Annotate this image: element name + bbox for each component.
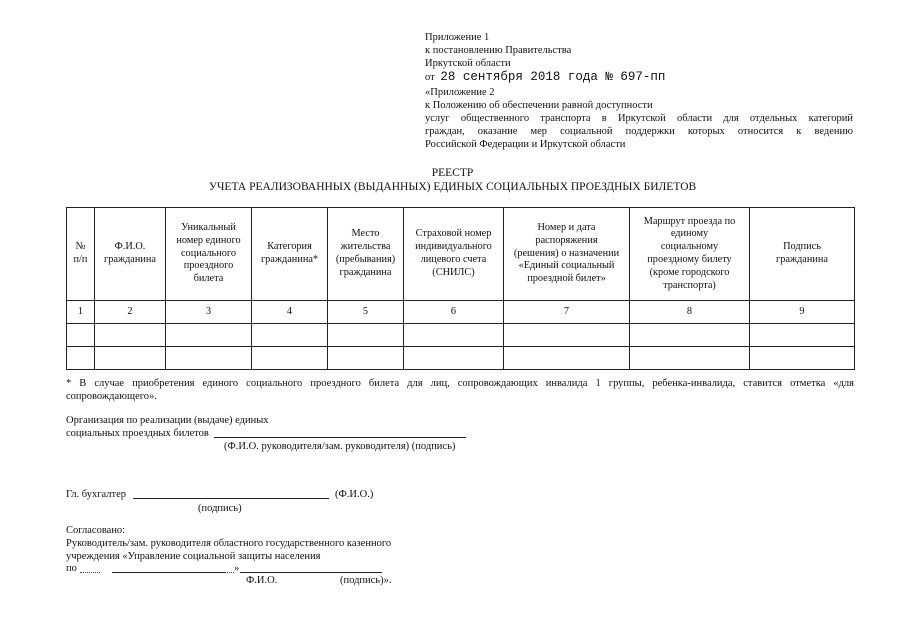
header-line: распоряжения	[535, 234, 598, 246]
table-number-row	[67, 301, 855, 324]
table-row	[67, 347, 855, 370]
table-header-cell	[328, 208, 404, 301]
table-header-row	[67, 208, 855, 301]
agreed-title: Согласовано:	[66, 525, 126, 536]
appendix-line: Российской Федерации и Иркутской области	[425, 139, 626, 151]
column-number-cell: 8	[630, 301, 750, 324]
appendix-line: услуг общественного транспорта в Иркутской области для отдельных категорий	[425, 112, 853, 124]
table-cell[interactable]	[67, 347, 95, 370]
accountant-label: Гл. бухгалтер	[66, 489, 127, 500]
table-cell[interactable]	[504, 324, 630, 347]
table-cell[interactable]	[630, 324, 750, 347]
header-line: Маршрут проезда по	[643, 215, 736, 227]
column-number-cell: 1	[67, 301, 95, 324]
appendix-header	[425, 31, 853, 152]
column-number-cell: 4	[252, 301, 328, 324]
header-line: гражданина	[339, 266, 392, 278]
appendix-line: «Приложение 2	[425, 86, 495, 98]
table-cell[interactable]	[166, 324, 252, 347]
organization-signature-line[interactable]	[214, 437, 466, 438]
column-number-cell: 3	[166, 301, 252, 324]
header-line: (СНИЛС)	[432, 266, 475, 278]
organization-label: Организация по реализации (выдаче) единых	[66, 415, 269, 426]
header-line: индивидуального	[415, 241, 492, 253]
accountant-fio: (Ф.И.О.)	[335, 489, 374, 500]
table-cell[interactable]	[630, 347, 750, 370]
header-line: билета	[193, 273, 224, 285]
header-line: гражданина	[104, 254, 156, 265]
table-header-cell	[750, 208, 855, 301]
document-title: РЕЕСТР	[431, 167, 474, 179]
table-cell[interactable]	[750, 324, 855, 347]
column-number-cell: 5	[328, 301, 404, 324]
table-cell[interactable]	[750, 347, 855, 370]
header-line: «Единый социальный	[518, 260, 615, 272]
header-line: транспорта)	[663, 279, 716, 291]
table-cell[interactable]	[404, 324, 504, 347]
appendix-date	[425, 71, 853, 86]
register-table	[66, 207, 855, 370]
table-cell[interactable]	[504, 347, 630, 370]
table-cell[interactable]	[95, 347, 166, 370]
date-value: 28 сентября 2018 года № 697-пп	[440, 69, 666, 84]
table-header-cell	[404, 208, 504, 301]
header-line: гражданина	[776, 254, 828, 265]
header-line: жительства	[340, 241, 391, 253]
agreed-signature-line[interactable]	[240, 572, 382, 573]
document-subtitle: УЧЕТА РЕАЛИЗОВАННЫХ (ВЫДАННЫХ) ЕДИНЫХ СОЦИАЛЬНЫХ ПРОЕЗДНЫХ БИЛЕТОВ	[208, 181, 697, 193]
agreed-quote-close: »	[234, 563, 240, 574]
header-line: (кроме городского	[649, 266, 730, 278]
agreed-fio: Ф.И.О.	[246, 575, 278, 586]
table-cell[interactable]	[252, 324, 328, 347]
agreed-line: учреждения «Управление социальной защиты населения	[66, 551, 321, 562]
agreed-line: Руководитель/зам. руководителя областного государственного казенного	[66, 538, 392, 549]
header-line: единому	[670, 228, 709, 240]
header-line: Место	[351, 228, 380, 240]
header-line: лицевого счета	[420, 254, 487, 265]
header-line: социальному	[660, 241, 719, 253]
table-cell[interactable]	[166, 347, 252, 370]
accountant-signature-caption: (подпись)	[198, 503, 242, 514]
table-header-cell	[166, 208, 252, 301]
appendix-line: Приложение 1	[425, 32, 490, 43]
appendix-line: граждан, оказание мер социальной поддержки которых относится к ведению	[425, 126, 853, 138]
header-line: №	[75, 241, 86, 253]
header-line: Уникальный	[181, 222, 236, 233]
organization-label-2: социальных проездных билетов	[66, 428, 209, 439]
column-number-cell: 9	[750, 301, 855, 324]
table-header-cell	[630, 208, 750, 301]
agreed-signature-caption: (подпись)».	[340, 575, 392, 586]
appendix-line: Иркутской области	[425, 58, 511, 70]
appendix-line: к постановлению Правительства	[425, 45, 572, 57]
organization-caption: (Ф.И.О. руководителя/зам. руководителя) (подпись)	[224, 441, 456, 452]
header-line: гражданина*	[260, 254, 319, 265]
agreed-dotted-line	[227, 572, 234, 573]
table-header-cell	[95, 208, 166, 301]
header-line: (решения) о назначении	[513, 247, 620, 259]
agreed-po: по	[66, 563, 77, 574]
header-line: Страховой номер	[415, 228, 492, 240]
header-line: номер единого	[176, 234, 241, 246]
header-line: (пребывания)	[335, 254, 396, 265]
table-cell[interactable]	[328, 347, 404, 370]
table-cell[interactable]	[252, 347, 328, 370]
table-cell[interactable]	[404, 347, 504, 370]
agreed-dotted-line	[80, 572, 100, 573]
table-cell[interactable]	[67, 324, 95, 347]
table-header-cell	[252, 208, 328, 301]
header-line: проездному билету	[647, 254, 732, 265]
header-line: социального	[180, 247, 236, 259]
header-line: проездной билет»	[527, 273, 606, 285]
header-line: Подпись	[783, 241, 821, 253]
table-cell[interactable]	[328, 324, 404, 347]
header-line: Номер и дата	[537, 222, 596, 233]
header-line: п/п	[73, 254, 88, 265]
header-line: Ф.И.О.	[114, 241, 146, 253]
column-number-cell: 2	[95, 301, 166, 324]
header-line: Категория	[267, 241, 312, 253]
table-row	[67, 324, 855, 347]
date-prefix: от	[425, 71, 435, 83]
agreed-department-line[interactable]	[112, 572, 226, 573]
table-header-cell	[67, 208, 95, 301]
table-header-cell	[504, 208, 630, 301]
footnote: * В случае приобретения единого социального проездного билета для лиц, сопровождающих инвалида 1 группы, ребенка-инвалида, ставится отметка «для сопровождающего».	[66, 378, 854, 402]
column-number-cell: 7	[504, 301, 630, 324]
appendix-line: к Положению об обеспечении равной доступности	[425, 99, 653, 111]
header-line: проездного	[183, 260, 234, 272]
accountant-signature-line[interactable]	[133, 498, 329, 499]
column-number-cell: 6	[404, 301, 504, 324]
table-cell[interactable]	[95, 324, 166, 347]
